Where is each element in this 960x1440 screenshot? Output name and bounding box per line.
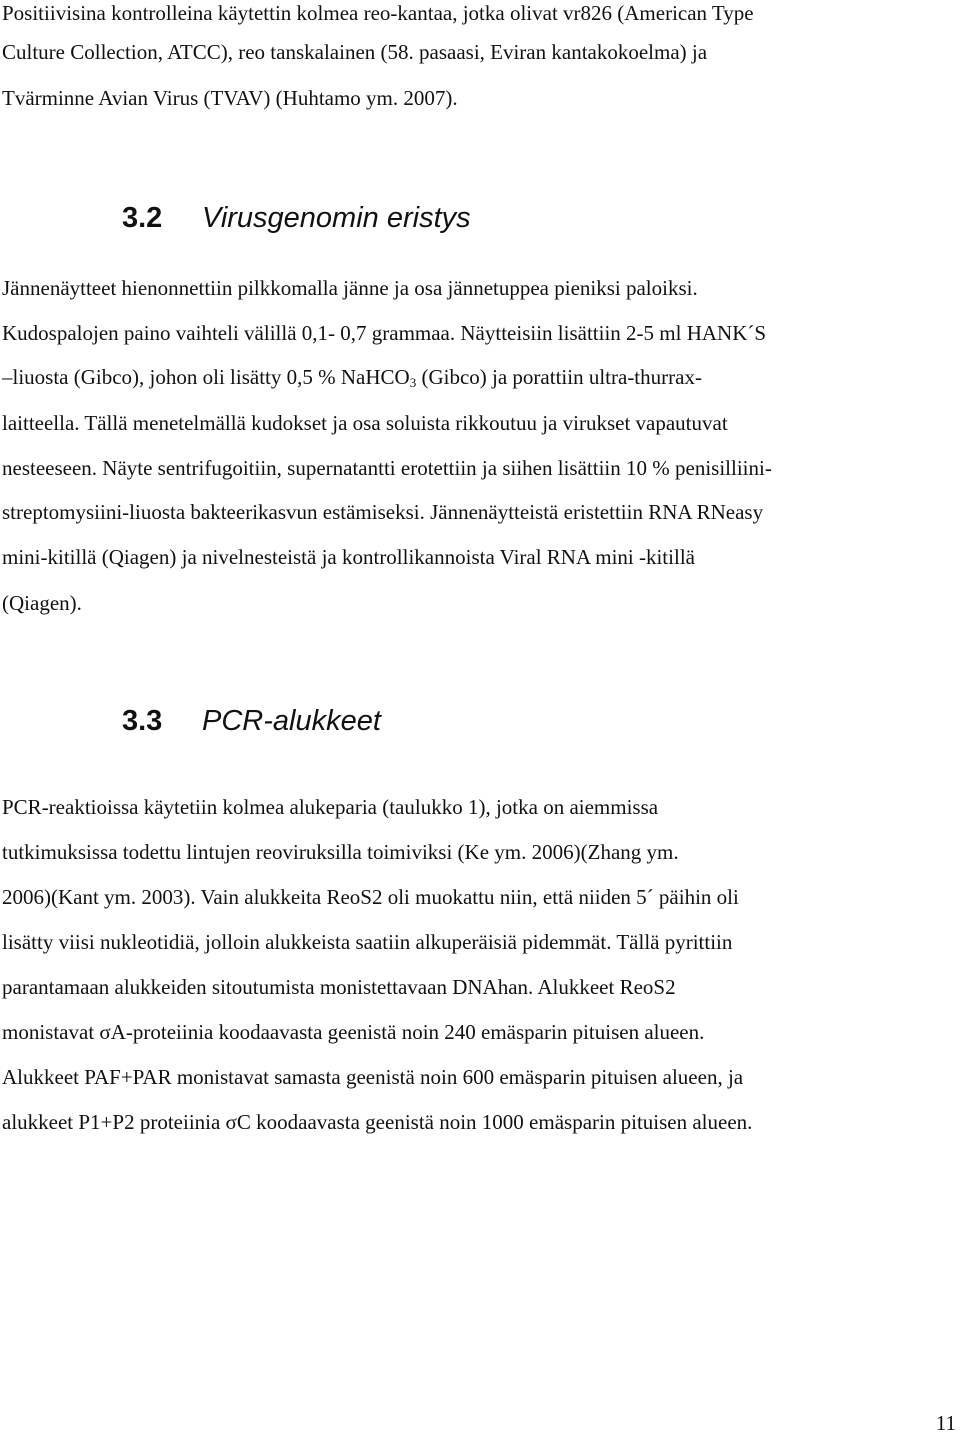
s32-line-4: laitteella. Tällä menetelmällä kudokset ja osa soluista rikkoutuu ja virukset vapautuvat	[2, 411, 728, 435]
section-3-3-heading	[122, 703, 381, 739]
s32-line-6: streptomysiini-liuosta bakteerikasvun estämiseksi. Jännenäytteistä eristettiin RNA RNeasy	[2, 500, 764, 524]
intro-line-1: Positiivisina kontrolleina käytettin kolmea reo-kantaa, jotka olivat vr826 (American Type	[2, 1, 754, 25]
s33-line-6: monistavat σA-proteiinia koodaavasta geenistä noin 240 emäsparin pituisen alueen.	[2, 1020, 705, 1044]
intro-line-3: Tvärminne Avian Virus (TVAV) (Huhtamo ym. 2007).	[2, 86, 458, 110]
section-3-2-number: 3.2	[122, 202, 163, 234]
section-3-2-heading	[122, 200, 471, 236]
s32-line-8: (Qiagen).	[2, 591, 82, 615]
s32-line-2: Kudospalojen paino vaihteli välillä 0,1- 0,7 grammaa. Näytteisiin lisättiin 2-5 ml HANK´S	[2, 321, 767, 345]
intro-line-2: Culture Collection, ATCC), reo tanskalainen (58. pasaasi, Eviran kantakokoelma) ja	[2, 40, 708, 64]
s33-line-2: tutkimuksissa todettu lintujen reoviruksilla toimiviksi (Ke ym. 2006)(Zhang ym.	[2, 840, 679, 864]
section-3-2-title: Virusgenomin eristys	[202, 202, 471, 234]
s33-line-5: parantamaan alukkeiden sitoutumista monistettavaan DNAhan. Alukkeet ReoS2	[2, 975, 676, 999]
s32-line-1: Jännenäytteet hienonnettiin pilkkomalla jänne ja osa jännetuppea pieniksi paloiksi.	[2, 276, 698, 300]
s32-line-7: mini-kitillä (Qiagen) ja nivelnesteistä ja kontrollikannoista Viral RNA mini -kitillä	[2, 545, 695, 569]
s32-line-3	[2, 363, 702, 391]
section-3-3-number: 3.3	[122, 705, 163, 737]
s32-line-3-text: –liuosta (Gibco), johon oli lisätty 0,5 % NaHCO	[2, 365, 410, 389]
page-number: 11	[935, 1411, 956, 1435]
section-3-3-title: PCR-alukkeet	[202, 705, 381, 737]
s33-line-3: 2006)(Kant ym. 2003). Vain alukkeita ReoS2 oli muokattu niin, että niiden 5´ päihin oli	[2, 885, 739, 909]
s33-line-4: lisätty viisi nukleotidiä, jolloin alukkeista saatiin alkuperäisiä pidemmät. Tällä pyrittiin	[2, 930, 733, 954]
s33-line-8: alukkeet P1+P2 proteiinia σC koodaavasta geenistä noin 1000 emäsparin pituisen alueen.	[2, 1110, 753, 1134]
s32-subscript: 3	[409, 375, 417, 390]
s33-line-7: Alukkeet PAF+PAR monistavat samasta geenistä noin 600 emäsparin pituisen alueen, ja	[2, 1065, 744, 1089]
s33-line-1: PCR-reaktioissa käytetiin kolmea alukeparia (taulukko 1), jotka on aiemmissa	[2, 795, 659, 819]
s32-line-3-rest: (Gibco) ja porattiin ultra-thurrax-	[416, 365, 702, 389]
s32-line-5: nesteeseen. Näyte sentrifugoitiin, supernatantti erotettiin ja siihen lisättiin 10 % penisilliini-	[2, 456, 772, 480]
